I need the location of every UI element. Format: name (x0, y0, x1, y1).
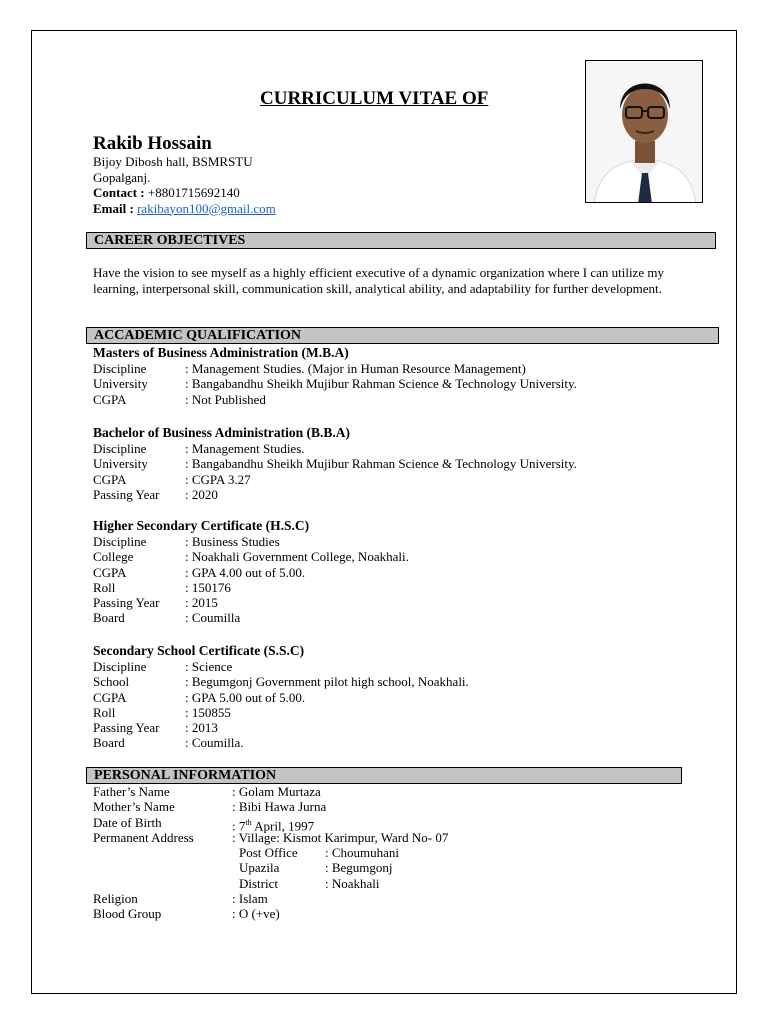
mother-name-row: Mother’s Name : Bibi Hawa Jurna (93, 799, 327, 815)
hsc-title: Higher Secondary Certificate (H.S.C) (93, 518, 310, 533)
religion-row: Religion : Islam (93, 891, 268, 907)
hsc-row-discipline: Discipline : Business Studies (93, 534, 280, 549)
contact-line (93, 185, 240, 201)
contact-value: +8801715692140 (144, 185, 240, 200)
ssc-row-roll: Roll : 150855 (93, 704, 231, 720)
mba-details (93, 361, 693, 407)
hsc-row-roll: Roll : 150176 (93, 579, 231, 595)
hsc-row-college: College : Noakhali Government College, Noakhali. (93, 549, 409, 565)
profile-photo-illustration (586, 61, 703, 203)
hsc-row-passing-year: Passing Year : 2015 (93, 595, 218, 611)
mba-row-university: University : Bangabandhu Sheikh Mujibur Rahman Science & Technology University. (93, 376, 577, 392)
profile-photo (585, 60, 703, 203)
bba-row-cgpa: CGPA : CGPA 3.27 (93, 471, 251, 487)
candidate-name: Rakib Hossain (93, 133, 212, 154)
mba-row-discipline: Discipline : Management Studies. (Major in Human Resource Management) (93, 361, 526, 376)
document-title: CURRICULUM VITAE OF (260, 88, 489, 109)
district-row: District : Noakhali (239, 875, 380, 891)
bba-title: Bachelor of Business Administration (B.B.A) (93, 425, 351, 440)
email-line (93, 201, 276, 217)
ssc-row-board: Board : Coumilla. (93, 735, 244, 751)
address-line-2: Gopalganj. (93, 169, 151, 185)
bba-row-discipline: Discipline : Management Studies. (93, 441, 305, 456)
post-office-row: Post Office : Choumuhani (239, 845, 400, 861)
bba-row-passing-year: Passing Year : 2020 (93, 486, 218, 502)
upazila-row: Upazila : Begumgonj (239, 860, 393, 876)
ssc-row-discipline: Discipline : Science (93, 659, 233, 674)
permanent-address-row: Permanent Address : Village: Kismot Karimpur, Ward No- 07 (93, 829, 449, 845)
bba-row-university: University : Bangabandhu Sheikh Mujibur Rahman Science & Technology University. (93, 456, 577, 472)
ssc-row-school: School : Begumgonj Government pilot high school, Noakhali. (93, 674, 469, 690)
date-of-birth-row: Date of Birth : 7th April, 1997 (93, 814, 315, 833)
ssc-row-passing-year: Passing Year : 2013 (93, 720, 218, 736)
personal-information-heading: PERSONAL INFORMATION (86, 767, 682, 784)
ssc-title: Secondary School Certificate (S.S.C) (93, 643, 305, 658)
father-name-row: Father’s Name : Golam Murtaza (93, 784, 321, 799)
bba-details (93, 441, 693, 502)
mba-row-cgpa: CGPA : Not Published (93, 391, 266, 407)
hsc-details (93, 534, 693, 626)
hsc-row-board: Board : Coumilla (93, 610, 241, 626)
blood-group-row: Blood Group : O (+ve) (93, 906, 280, 922)
address-line-1: Bijoy Dibosh hall, BSMRSTU (93, 154, 253, 169)
personal-details (93, 784, 693, 922)
ssc-details (93, 659, 693, 751)
mba-title: Masters of Business Administration (M.B.A) (93, 345, 349, 360)
email-link[interactable]: rakibayon100@gmail.com (137, 200, 276, 216)
ssc-row-cgpa: CGPA : GPA 5.00 out of 5.00. (93, 689, 306, 705)
hsc-row-cgpa: CGPA : GPA 4.00 out of 5.00. (93, 564, 306, 580)
email-label: Email : (93, 200, 134, 216)
career-objectives-text: Have the vision to see myself as a highly efficient executive of a dynamic organization where I can utilize my learning, interpersonal skill, communication skill, analytical ability, and adaptability for further development. (93, 265, 664, 296)
contact-label: Contact : (93, 185, 145, 200)
academic-qualification-heading: ACCADEMIC QUALIFICATION (86, 327, 719, 344)
career-objectives-heading: CAREER OBJECTIVES (86, 232, 716, 249)
